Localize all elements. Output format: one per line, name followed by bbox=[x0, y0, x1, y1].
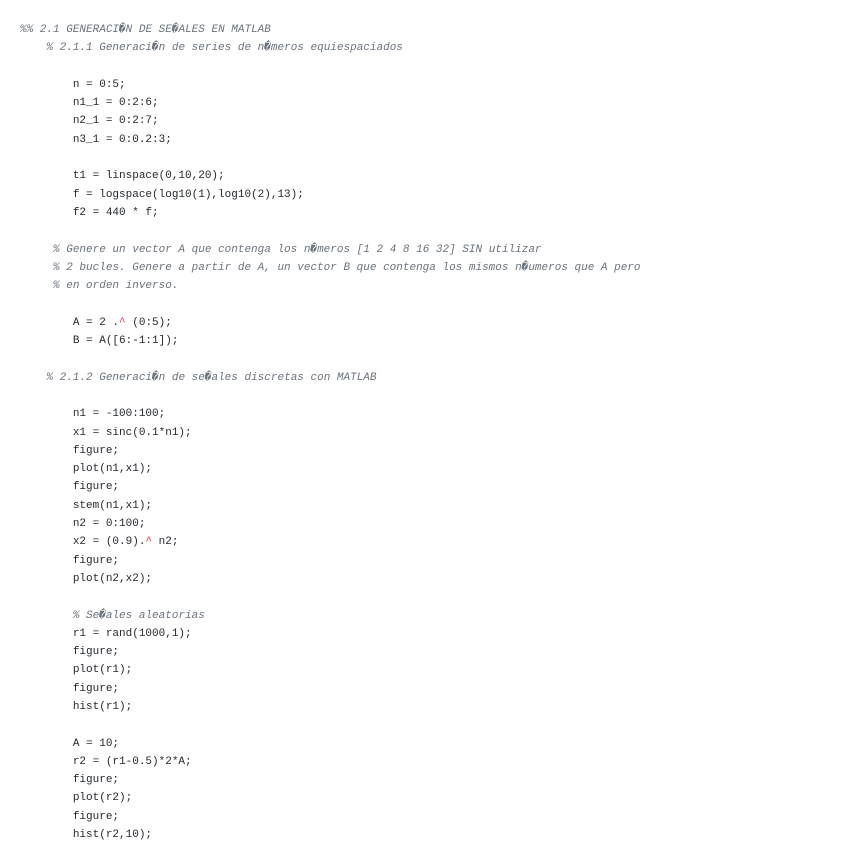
line-indent bbox=[20, 646, 73, 658]
line-indent bbox=[20, 244, 53, 256]
code-line bbox=[20, 314, 840, 332]
line-indent bbox=[20, 115, 73, 127]
line-indent bbox=[20, 189, 73, 201]
line-indent bbox=[20, 756, 73, 768]
code-line bbox=[20, 661, 840, 679]
code-line bbox=[20, 753, 840, 771]
line-indent bbox=[20, 536, 73, 548]
code-text: x1 = sinc(0.1*n1); bbox=[72, 426, 192, 439]
code-text: r2 = (r1-0.5)*2*A; bbox=[72, 755, 192, 768]
code-line bbox=[20, 424, 840, 442]
line-indent bbox=[20, 481, 73, 493]
code-line bbox=[20, 826, 840, 844]
code-text: figure; bbox=[72, 810, 120, 823]
code-line bbox=[20, 789, 840, 807]
code-comment-line bbox=[20, 369, 840, 387]
line-indent bbox=[20, 555, 73, 567]
code-comment-line bbox=[20, 39, 840, 57]
comment-text: % Se�ales aleatorias bbox=[72, 609, 205, 622]
code-text: A = 10; bbox=[72, 737, 120, 750]
blank-line bbox=[20, 716, 840, 734]
code-line bbox=[20, 204, 840, 222]
code-text: stem(n1,x1); bbox=[72, 499, 153, 512]
operator-token: ^ bbox=[119, 316, 126, 329]
code-text: hist(r2,10); bbox=[72, 829, 153, 842]
blank-line bbox=[20, 149, 840, 167]
line-indent bbox=[20, 372, 46, 384]
line-indent bbox=[20, 701, 73, 713]
code-line bbox=[20, 698, 840, 716]
line-indent bbox=[20, 518, 73, 530]
code-text: figure; bbox=[72, 774, 120, 787]
line-indent bbox=[20, 792, 73, 804]
code-comment-line bbox=[20, 241, 840, 259]
code-text: plot(r1); bbox=[72, 664, 133, 677]
blank-line bbox=[20, 387, 840, 405]
code-text: plot(r2); bbox=[72, 792, 133, 805]
code-text: figure; bbox=[72, 444, 120, 457]
code-comment-line bbox=[20, 277, 840, 295]
line-indent bbox=[20, 408, 73, 420]
code-text: figure; bbox=[72, 646, 120, 659]
blank-line bbox=[20, 350, 840, 368]
code-line bbox=[20, 533, 840, 551]
code-comment-line bbox=[20, 607, 840, 625]
line-indent bbox=[20, 664, 73, 676]
blank-line bbox=[20, 588, 840, 606]
line-indent bbox=[20, 97, 73, 109]
blank-line bbox=[20, 222, 840, 240]
code-comment-line bbox=[20, 21, 840, 39]
code-text: r1 = rand(1000,1); bbox=[72, 627, 192, 640]
code-line bbox=[20, 552, 840, 570]
code-text: n3_1 = 0:0.2:3; bbox=[72, 133, 172, 146]
code-line bbox=[20, 478, 840, 496]
code-text: t1 = linspace(0,10,20); bbox=[72, 170, 225, 183]
line-indent bbox=[20, 500, 73, 512]
line-indent bbox=[20, 427, 73, 439]
line-indent bbox=[20, 811, 73, 823]
blank-line bbox=[20, 58, 840, 76]
code-line bbox=[20, 808, 840, 826]
code-line bbox=[20, 643, 840, 661]
code-line bbox=[20, 771, 840, 789]
code-text: f2 = 440 * f; bbox=[72, 206, 159, 219]
comment-text: % 2.1.1 Generaci�n de series de n�meros equiespaciados bbox=[46, 42, 403, 55]
code-text: plot(n2,x2); bbox=[72, 572, 153, 585]
code-text: figure; bbox=[72, 481, 120, 494]
line-indent bbox=[20, 738, 73, 750]
code-line bbox=[20, 570, 840, 588]
line-indent bbox=[20, 829, 73, 841]
line-indent bbox=[20, 628, 73, 640]
code-line bbox=[20, 131, 840, 149]
code-line bbox=[20, 497, 840, 515]
code-text: n2_1 = 0:2:7; bbox=[72, 115, 159, 128]
code-text: B = A([6:-1:1]); bbox=[72, 335, 179, 348]
line-indent bbox=[20, 42, 46, 54]
code-text: hist(r1); bbox=[72, 700, 133, 713]
code-line bbox=[20, 112, 840, 130]
line-indent bbox=[20, 79, 73, 91]
line-indent bbox=[20, 207, 73, 219]
code-viewer bbox=[20, 21, 840, 844]
line-indent bbox=[20, 610, 73, 622]
code-line bbox=[20, 442, 840, 460]
line-indent bbox=[20, 317, 73, 329]
code-line bbox=[20, 186, 840, 204]
code-text: n = 0:5; bbox=[72, 78, 126, 91]
code-text: n1_1 = 0:2:6; bbox=[72, 97, 159, 110]
code-text: (0:5); bbox=[125, 316, 172, 329]
code-text: x2 = (0.9). bbox=[72, 536, 146, 549]
code-text: f = logspace(log10(1),log10(2),13); bbox=[72, 188, 304, 201]
line-indent bbox=[20, 335, 73, 347]
code-line bbox=[20, 405, 840, 423]
code-line bbox=[20, 460, 840, 478]
code-line bbox=[20, 76, 840, 94]
line-indent bbox=[20, 445, 73, 457]
comment-text: % 2.1.2 Generaci�n de se�ales discretas con MATLAB bbox=[46, 371, 377, 384]
code-text: A = 2 . bbox=[72, 316, 120, 329]
code-comment-line bbox=[20, 259, 840, 277]
line-indent bbox=[20, 683, 73, 695]
line-indent bbox=[20, 280, 53, 292]
line-indent bbox=[20, 463, 73, 475]
code-text: n1 = -100:100; bbox=[72, 408, 166, 421]
comment-text: % 2 bucles. Genere a partir de A, un vector B que contenga los mismos n�umeros que A pero bbox=[53, 261, 641, 274]
code-line bbox=[20, 332, 840, 350]
blank-line bbox=[20, 295, 840, 313]
line-indent bbox=[20, 573, 73, 585]
line-indent bbox=[20, 774, 73, 786]
comment-text: % Genere un vector A que contenga los n�meros [1 2 4 8 16 32] SIN utilizar bbox=[53, 243, 542, 256]
comment-text: %% 2.1 GENERACI�N DE SE�ALES EN MATLAB bbox=[20, 24, 271, 36]
code-line bbox=[20, 94, 840, 112]
code-text: n2 = 0:100; bbox=[72, 518, 146, 531]
code-text: plot(n1,x1); bbox=[72, 463, 153, 476]
code-line bbox=[20, 515, 840, 533]
line-indent bbox=[20, 262, 53, 274]
line-indent bbox=[20, 134, 73, 146]
comment-text: % en orden inverso. bbox=[53, 280, 179, 293]
code-line bbox=[20, 735, 840, 753]
code-text: figure; bbox=[72, 682, 120, 695]
code-text: n2; bbox=[152, 536, 179, 549]
operator-token: ^ bbox=[145, 536, 153, 549]
line-indent bbox=[20, 170, 73, 182]
code-line bbox=[20, 625, 840, 643]
code-line bbox=[20, 680, 840, 698]
code-line bbox=[20, 167, 840, 185]
code-text: figure; bbox=[72, 554, 120, 567]
